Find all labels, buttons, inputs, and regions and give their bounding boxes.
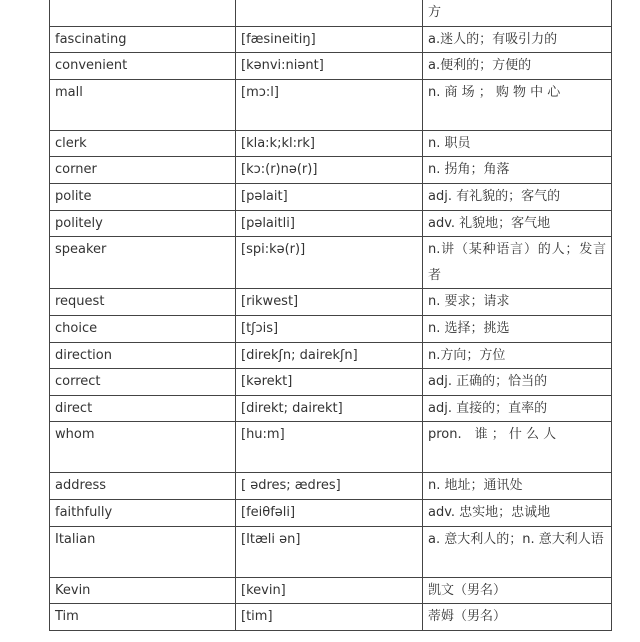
- word-cell: whom: [50, 422, 236, 473]
- meaning-cell: n. 选择；挑选: [423, 315, 612, 342]
- meaning-cell: adj. 有礼貌的；客气的: [423, 183, 612, 210]
- phonetic-cell: [direkʃn; dairekʃn]: [236, 342, 423, 369]
- word-cell: Tim: [50, 604, 236, 631]
- meaning-cell: n. 职员: [423, 130, 612, 157]
- vocab-row: [50, 499, 612, 526]
- vocabulary-table: [49, 0, 612, 631]
- phonetic-cell: [rikwest]: [236, 289, 423, 316]
- meaning-cell: adj. 正确的；恰当的: [423, 369, 612, 396]
- meaning-cell: n.讲（某种语言）的人；发言者: [423, 237, 612, 289]
- meaning-cell: 蒂姆（男名）: [423, 604, 612, 631]
- word-cell: Kevin: [50, 577, 236, 604]
- phonetic-cell: [tim]: [236, 604, 423, 631]
- vocab-row: [50, 604, 612, 631]
- word-cell: fascinating: [50, 26, 236, 53]
- vocab-row: [50, 577, 612, 604]
- word-cell: address: [50, 473, 236, 500]
- phonetic-cell: [hu:m]: [236, 422, 423, 473]
- meaning-cell: n. 拐角；角落: [423, 157, 612, 184]
- meaning-cell: n. 要求；请求: [423, 289, 612, 316]
- vocab-row: [50, 473, 612, 500]
- word-cell: Italian: [50, 526, 236, 577]
- meaning-cell: 凯文（男名）: [423, 577, 612, 604]
- phonetic-cell: [kevin]: [236, 577, 423, 604]
- vocab-row: [50, 422, 612, 473]
- phonetic-cell: [236, 0, 423, 26]
- vocab-row: [50, 130, 612, 157]
- word-cell: request: [50, 289, 236, 316]
- word-cell: speaker: [50, 237, 236, 289]
- word-cell: correct: [50, 369, 236, 396]
- vocabulary-table-body: [50, 0, 612, 630]
- word-cell: [50, 0, 236, 26]
- meaning-cell: n. 商 场 ； 购 物 中 心: [423, 79, 612, 130]
- meaning-cell: a.便利的；方便的: [423, 53, 612, 80]
- vocab-row: [50, 0, 612, 26]
- vocab-row: [50, 183, 612, 210]
- meaning-cell: adv. 忠实地；忠诚地: [423, 499, 612, 526]
- meaning-cell: pron. 谁 ； 什 么 人: [423, 422, 612, 473]
- vocab-row: [50, 315, 612, 342]
- word-cell: corner: [50, 157, 236, 184]
- phonetic-cell: [pəlaitli]: [236, 210, 423, 237]
- vocab-row: [50, 342, 612, 369]
- phonetic-cell: [Itæli ən]: [236, 526, 423, 577]
- phonetic-cell: [ ədres; ædres]: [236, 473, 423, 500]
- phonetic-cell: [feiθfəli]: [236, 499, 423, 526]
- phonetic-cell: [fæsineitiŋ]: [236, 26, 423, 53]
- phonetic-cell: [kla:k;kl:rk]: [236, 130, 423, 157]
- phonetic-cell: [mɔ:l]: [236, 79, 423, 130]
- phonetic-cell: [kərekt]: [236, 369, 423, 396]
- word-cell: clerk: [50, 130, 236, 157]
- vocab-row: [50, 237, 612, 289]
- vocab-row: [50, 526, 612, 577]
- phonetic-cell: [kɔ:(r)nə(r)]: [236, 157, 423, 184]
- meaning-cell: 方: [423, 0, 612, 26]
- meaning-cell: a. 意大利人的；n. 意大利人语: [423, 526, 612, 577]
- word-cell: mall: [50, 79, 236, 130]
- phonetic-cell: [pəlait]: [236, 183, 423, 210]
- phonetic-cell: [kənvi:niənt]: [236, 53, 423, 80]
- vocab-row: [50, 26, 612, 53]
- word-cell: politely: [50, 210, 236, 237]
- meaning-cell: adj. 直接的；直率的: [423, 395, 612, 422]
- phonetic-cell: [tʃɔis]: [236, 315, 423, 342]
- meaning-cell: adv. 礼貌地；客气地: [423, 210, 612, 237]
- vocab-row: [50, 395, 612, 422]
- word-cell: direct: [50, 395, 236, 422]
- vocab-row: [50, 53, 612, 80]
- meaning-cell: n. 地址；通讯处: [423, 473, 612, 500]
- word-cell: faithfully: [50, 499, 236, 526]
- meaning-cell: a.迷人的；有吸引力的: [423, 26, 612, 53]
- vocab-row: [50, 79, 612, 130]
- word-cell: convenient: [50, 53, 236, 80]
- vocab-row: [50, 210, 612, 237]
- phonetic-cell: [direkt; dairekt]: [236, 395, 423, 422]
- meaning-cell: n.方向；方位: [423, 342, 612, 369]
- vocab-row: [50, 157, 612, 184]
- phonetic-cell: [spi:kə(r)]: [236, 237, 423, 289]
- word-cell: polite: [50, 183, 236, 210]
- word-cell: direction: [50, 342, 236, 369]
- word-cell: choice: [50, 315, 236, 342]
- vocab-row: [50, 369, 612, 396]
- vocab-row: [50, 289, 612, 316]
